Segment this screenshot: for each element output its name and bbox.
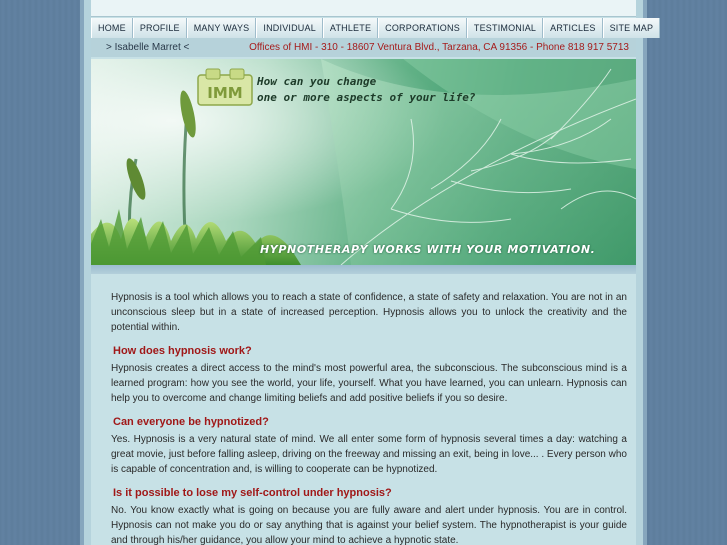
logo-text: IMM: [207, 84, 243, 102]
page-body: [91, 0, 654, 545]
banner-divider: [91, 265, 636, 274]
nav-articles[interactable]: ARTICLES: [543, 18, 602, 38]
hero-banner: [91, 59, 636, 265]
section-text: No. You know exactly what is going on because you are fully aware and alert under hypnosis. You are in control. Hypnosis can not make you do or say anything that is against your belief system. The hypnotherapist is your guide and through his/her guidance, you allow your mind to achieve a hypnotic state.: [111, 505, 627, 545]
headline-line-2: one or more aspects of your life?: [257, 91, 476, 104]
top-band: [91, 0, 636, 17]
main-content: [111, 290, 627, 545]
office-address: Offices of HMI - 310 - 18607 Ventura Blvd., Tarzana, CA 91356 - Phone 818 917 5713: [249, 42, 629, 53]
address-bar: [91, 38, 636, 57]
page-frame: [80, 0, 654, 545]
nav-individual[interactable]: INDIVIDUAL: [256, 18, 323, 38]
headline-line-1: How can you change: [257, 75, 377, 88]
section-heading: Can everyone be hypnotized?: [113, 416, 269, 428]
nav-corporations[interactable]: CORPORATIONS: [378, 18, 467, 38]
nav-many-ways[interactable]: MANY WAYS: [187, 18, 257, 38]
intro-paragraph: Hypnosis is a tool which allows you to reach a state of confidence, a state of safety and relaxation. You are not in an unconscious sleep but in a state of increased perception. Hypnosis allows you to unlock the creativity and the potential within.: [111, 292, 627, 333]
section-text: Yes. Hypnosis is a very natural state of mind. We all enter some form of hypnosis several times a day: watching a great movie, just before falling asleep, driving on the freeway and missing an exit, being in love... . Every person who is capable of concentration and, is willing to cooperate can be hypnotized.: [111, 434, 627, 475]
nav-testimonial[interactable]: TESTIMONIAL: [467, 18, 543, 38]
main-nav: [91, 18, 654, 38]
section-heading: Is it possible to lose my self-control under hypnosis?: [113, 487, 392, 499]
section-heading: How does hypnosis work?: [113, 345, 252, 357]
nav-site-map[interactable]: SITE MAP: [603, 18, 661, 38]
nav-home[interactable]: HOME: [91, 18, 133, 38]
banner-headline: [257, 74, 476, 106]
logo-icon: [196, 67, 254, 107]
author-name: > Isabelle Marret <: [106, 42, 190, 53]
nav-profile[interactable]: PROFILE: [133, 18, 187, 38]
section-text: Hypnosis creates a direct access to the mind's most powerful area, the subconscious. The subconscious mind is a learned program: how you see the world, your life, yourself. What you have learned, you can unlearn. Hypnosis can help you to overcome and change limiting beliefs and add positive beliefs if you so desire.: [111, 363, 627, 404]
banner-tagline: HYPNOTHERAPY WORKS WITH YOUR MOTIVATION.: [260, 243, 596, 256]
nav-athlete[interactable]: ATHLETE: [323, 18, 378, 38]
